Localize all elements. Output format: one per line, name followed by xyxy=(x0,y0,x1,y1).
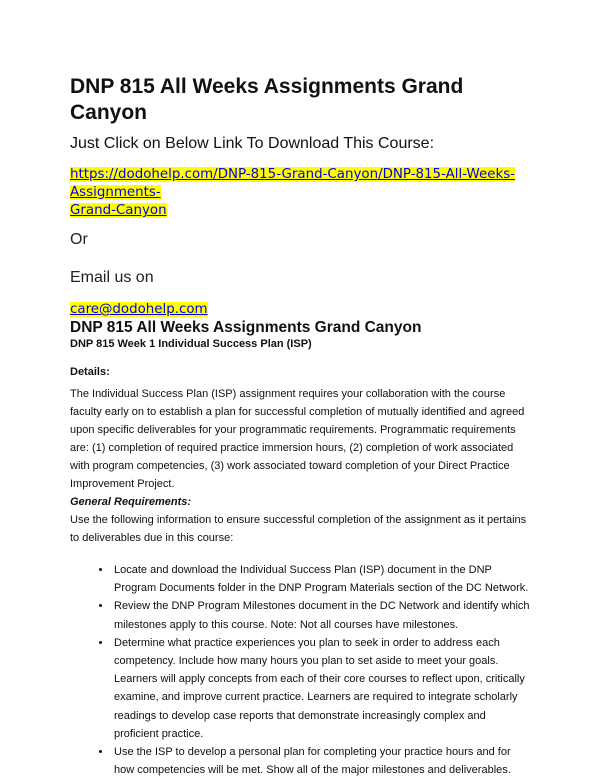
document-title: DNP 815 All Weeks Assignments Grand Canyon xyxy=(70,319,422,336)
download-intro-text: Just Click on Below Link To Download This Course: xyxy=(70,135,435,152)
general-requirements-paragraph: Use the following information to ensure successful completion of the assignment as it pertains to deliverables due in this course: xyxy=(70,514,527,544)
document-subtitle: DNP 815 Week 1 Individual Success Plan (ISP) xyxy=(70,338,312,350)
or-text: Or xyxy=(70,231,88,248)
requirements-list xyxy=(70,561,530,779)
download-link-line-1[interactable]: https://dodohelp.com/DNP-815-Grand-Canyon/DNP-815-All-Weeks-Assignments- xyxy=(70,167,516,200)
list-item: • Use the ISP to develop a personal plan for completing your practice hours and for how competencies will be met. Show all of the major milestones and deliverables. xyxy=(112,743,530,779)
list-item: • Locate and download the Individual Success Plan (ISP) document in the DNP Program Documents folder in the DNP Program Materials section of the DC Network. xyxy=(112,561,530,597)
list-item: • Determine what practice experiences you plan to seek in order to address each competency. Include how many hours you plan to set aside to meet your goals. Learners will apply concepts from each of their core courses to reflect upon, critically examine, and improve current practice. Learners are required to integrate scholarly readings to develop case reports that demonstrate increasingly complex and proficient practice. xyxy=(112,634,530,743)
list-item: • Review the DNP Program Milestones document in the DC Network and identify which milestones apply to this course. Note: Not all courses have milestones. xyxy=(112,597,530,633)
email-label: Email us on xyxy=(70,269,154,286)
download-link-line-2[interactable]: Grand-Canyon xyxy=(70,203,167,218)
page-title: DNP 815 All Weeks Assignments Grand Canyon xyxy=(70,75,464,124)
details-paragraph: The Individual Success Plan (ISP) assignment requires your collaboration with the course faculty early on to establish a plan for successful completion of mutually identified and agreed upon specific deliverables for your programmatic requirements. Programmatic requirements are: (1) completion of required practice immersion hours, (2) completion of work associated with program competencies, (3) work associated toward completion of your Direct Practice Improvement Project. xyxy=(70,388,525,490)
download-link[interactable] xyxy=(70,166,530,220)
general-requirements-heading: General Requirements: xyxy=(70,496,192,508)
email-link[interactable]: care@dodohelp.com xyxy=(70,302,208,317)
details-heading: Details: xyxy=(70,366,110,378)
